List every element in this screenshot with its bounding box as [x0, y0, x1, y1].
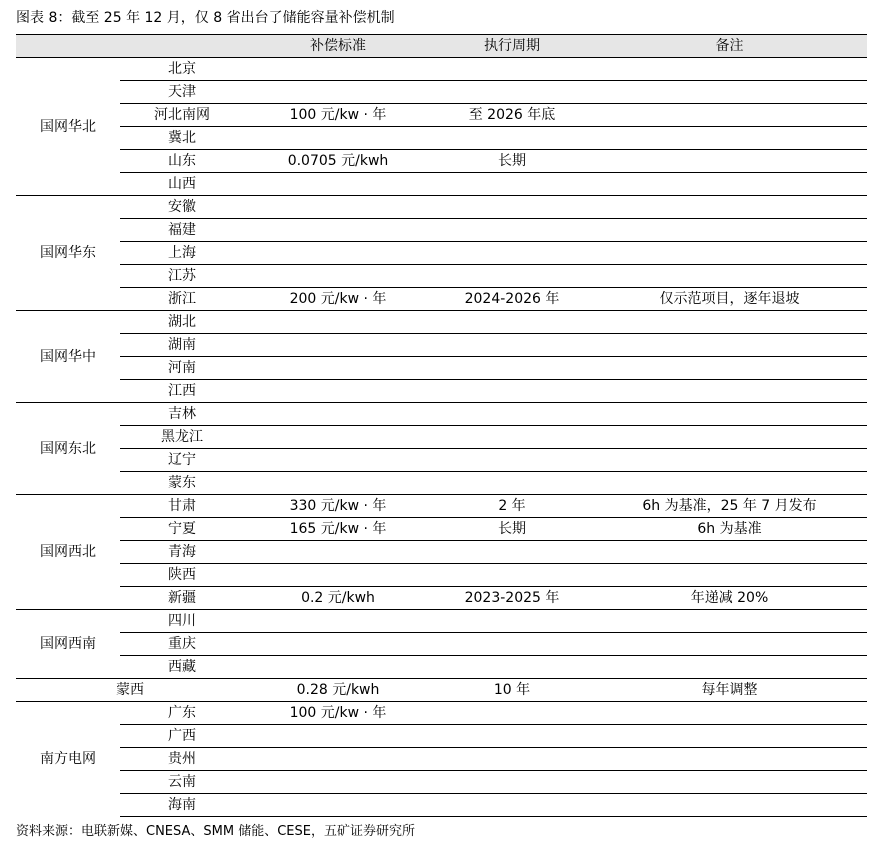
standard-cell [244, 242, 432, 265]
table-row [16, 495, 867, 518]
note-cell: 每年调整 [592, 679, 867, 702]
period-cell: 长期 [432, 518, 592, 541]
table-row [16, 748, 867, 771]
standard-cell: 100 元/kw · 年 [244, 104, 432, 127]
figure-title: 图表 8：截至 25 年 12 月，仅 8 省出台了储能容量补偿机制 [16, 10, 395, 26]
note-cell [592, 610, 867, 633]
note-cell: 仅示范项目，逐年退坡 [592, 288, 867, 311]
standard-cell [244, 127, 432, 150]
province-cell: 甘肃 [120, 495, 244, 518]
table-row [16, 449, 867, 472]
province-cell: 重庆 [120, 633, 244, 656]
standard-cell [244, 472, 432, 495]
period-cell [432, 449, 592, 472]
table-row [16, 403, 867, 426]
table-row [16, 380, 867, 403]
standard-cell [244, 196, 432, 219]
period-cell [432, 403, 592, 426]
period-cell [432, 771, 592, 794]
table-row [16, 104, 867, 127]
note-cell [592, 58, 867, 81]
header-cell-province [120, 35, 244, 58]
period-cell [432, 357, 592, 380]
standard-cell [244, 633, 432, 656]
table-row [16, 150, 867, 173]
province-cell: 云南 [120, 771, 244, 794]
province-cell: 湖北 [120, 311, 244, 334]
standard-cell [244, 357, 432, 380]
note-cell: 6h 为基准 [592, 518, 867, 541]
table-row [16, 564, 867, 587]
period-cell [432, 242, 592, 265]
region-cell: 国网华北 [16, 58, 120, 196]
period-cell: 2 年 [432, 495, 592, 518]
table-row [16, 794, 867, 817]
table-row [16, 587, 867, 610]
note-cell [592, 633, 867, 656]
table-row [16, 656, 867, 679]
province-cell: 贵州 [120, 748, 244, 771]
note-cell [592, 564, 867, 587]
standard-cell [244, 380, 432, 403]
period-cell [432, 127, 592, 150]
note-cell [592, 311, 867, 334]
note-cell [592, 771, 867, 794]
province-cell: 山东 [120, 150, 244, 173]
standard-cell: 330 元/kw · 年 [244, 495, 432, 518]
table-row [16, 725, 867, 748]
standard-cell [244, 311, 432, 334]
header-cell-region [16, 35, 120, 58]
province-cell: 新疆 [120, 587, 244, 610]
period-cell [432, 426, 592, 449]
province-cell: 冀北 [120, 127, 244, 150]
table-row [16, 633, 867, 656]
province-cell: 河北南网 [120, 104, 244, 127]
table-row [16, 265, 867, 288]
period-cell [432, 541, 592, 564]
province-cell: 广西 [120, 725, 244, 748]
period-cell [432, 196, 592, 219]
province-cell: 北京 [120, 58, 244, 81]
note-cell [592, 403, 867, 426]
period-cell [432, 794, 592, 817]
note-cell [592, 219, 867, 242]
note-cell [592, 196, 867, 219]
note-cell [592, 150, 867, 173]
period-cell [432, 173, 592, 196]
standard-cell: 0.28 元/kwh [244, 679, 432, 702]
note-cell [592, 748, 867, 771]
table-row [16, 334, 867, 357]
period-cell: 10 年 [432, 679, 592, 702]
table-row [16, 311, 867, 334]
standard-cell [244, 219, 432, 242]
table-row [16, 610, 867, 633]
table-row [16, 541, 867, 564]
province-cell: 湖南 [120, 334, 244, 357]
table-row [16, 58, 867, 81]
table-row [16, 518, 867, 541]
note-cell [592, 127, 867, 150]
standard-cell [244, 265, 432, 288]
table-row [16, 173, 867, 196]
note-cell [592, 242, 867, 265]
note-cell [592, 81, 867, 104]
standard-cell: 0.0705 元/kwh [244, 150, 432, 173]
period-cell [432, 81, 592, 104]
province-cell: 黑龙江 [120, 426, 244, 449]
period-cell [432, 472, 592, 495]
note-cell [592, 794, 867, 817]
province-cell: 福建 [120, 219, 244, 242]
period-cell [432, 58, 592, 81]
note-cell [592, 334, 867, 357]
header-cell-period: 执行周期 [432, 35, 592, 58]
province-cell: 浙江 [120, 288, 244, 311]
period-cell [432, 265, 592, 288]
note-cell [592, 541, 867, 564]
period-cell [432, 725, 592, 748]
province-cell: 陕西 [120, 564, 244, 587]
table-row [16, 702, 867, 725]
period-cell: 2024-2026 年 [432, 288, 592, 311]
table-row [16, 679, 867, 702]
standard-cell [244, 173, 432, 196]
header-cell-standard: 补偿标准 [244, 35, 432, 58]
standard-cell [244, 656, 432, 679]
standard-cell [244, 771, 432, 794]
note-cell [592, 725, 867, 748]
province-cell: 四川 [120, 610, 244, 633]
period-cell [432, 380, 592, 403]
period-cell [432, 748, 592, 771]
source-note: 资料来源：电联新媒、CNESA、SMM 储能、CESE，五矿证券研究所 [16, 824, 415, 839]
note-cell [592, 656, 867, 679]
standard-cell: 100 元/kw · 年 [244, 702, 432, 725]
standard-cell [244, 725, 432, 748]
region-cell: 蒙西 [16, 679, 244, 702]
note-cell [592, 104, 867, 127]
table-row [16, 472, 867, 495]
standard-cell [244, 334, 432, 357]
period-cell [432, 311, 592, 334]
compensation-table [16, 34, 867, 817]
table-row [16, 219, 867, 242]
period-cell [432, 334, 592, 357]
province-cell: 辽宁 [120, 449, 244, 472]
header-cell-note: 备注 [592, 35, 867, 58]
standard-cell [244, 564, 432, 587]
standard-cell: 0.2 元/kwh [244, 587, 432, 610]
period-cell: 2023-2025 年 [432, 587, 592, 610]
province-cell: 蒙东 [120, 472, 244, 495]
region-cell: 国网华中 [16, 311, 120, 403]
note-cell [592, 472, 867, 495]
table-row [16, 771, 867, 794]
period-cell: 至 2026 年底 [432, 104, 592, 127]
province-cell: 吉林 [120, 403, 244, 426]
note-cell [592, 357, 867, 380]
region-cell: 国网西南 [16, 610, 120, 679]
standard-cell [244, 794, 432, 817]
period-cell [432, 564, 592, 587]
table-row [16, 127, 867, 150]
note-cell [592, 265, 867, 288]
province-cell: 安徽 [120, 196, 244, 219]
table-row [16, 242, 867, 265]
period-cell [432, 610, 592, 633]
province-cell: 江西 [120, 380, 244, 403]
standard-cell [244, 81, 432, 104]
note-cell [592, 449, 867, 472]
province-cell: 广东 [120, 702, 244, 725]
period-cell [432, 219, 592, 242]
period-cell: 长期 [432, 150, 592, 173]
note-cell [592, 380, 867, 403]
province-cell: 河南 [120, 357, 244, 380]
region-cell: 国网东北 [16, 403, 120, 495]
standard-cell: 165 元/kw · 年 [244, 518, 432, 541]
province-cell: 江苏 [120, 265, 244, 288]
province-cell: 天津 [120, 81, 244, 104]
standard-cell [244, 748, 432, 771]
note-cell: 年递减 20% [592, 587, 867, 610]
province-cell: 青海 [120, 541, 244, 564]
period-cell [432, 656, 592, 679]
province-cell: 宁夏 [120, 518, 244, 541]
table-header-row [16, 35, 867, 58]
standard-cell [244, 403, 432, 426]
region-cell: 南方电网 [16, 702, 120, 817]
table-row [16, 196, 867, 219]
note-cell [592, 426, 867, 449]
standard-cell: 200 元/kw · 年 [244, 288, 432, 311]
period-cell [432, 633, 592, 656]
note-cell [592, 702, 867, 725]
note-cell [592, 173, 867, 196]
table-row [16, 81, 867, 104]
standard-cell [244, 541, 432, 564]
standard-cell [244, 58, 432, 81]
province-cell: 海南 [120, 794, 244, 817]
region-cell: 国网西北 [16, 495, 120, 610]
table-row [16, 426, 867, 449]
table-row [16, 357, 867, 380]
table-row [16, 288, 867, 311]
province-cell: 上海 [120, 242, 244, 265]
standard-cell [244, 610, 432, 633]
standard-cell [244, 449, 432, 472]
region-cell: 国网华东 [16, 196, 120, 311]
province-cell: 西藏 [120, 656, 244, 679]
period-cell [432, 702, 592, 725]
note-cell: 6h 为基准，25 年 7 月发布 [592, 495, 867, 518]
province-cell: 山西 [120, 173, 244, 196]
standard-cell [244, 426, 432, 449]
